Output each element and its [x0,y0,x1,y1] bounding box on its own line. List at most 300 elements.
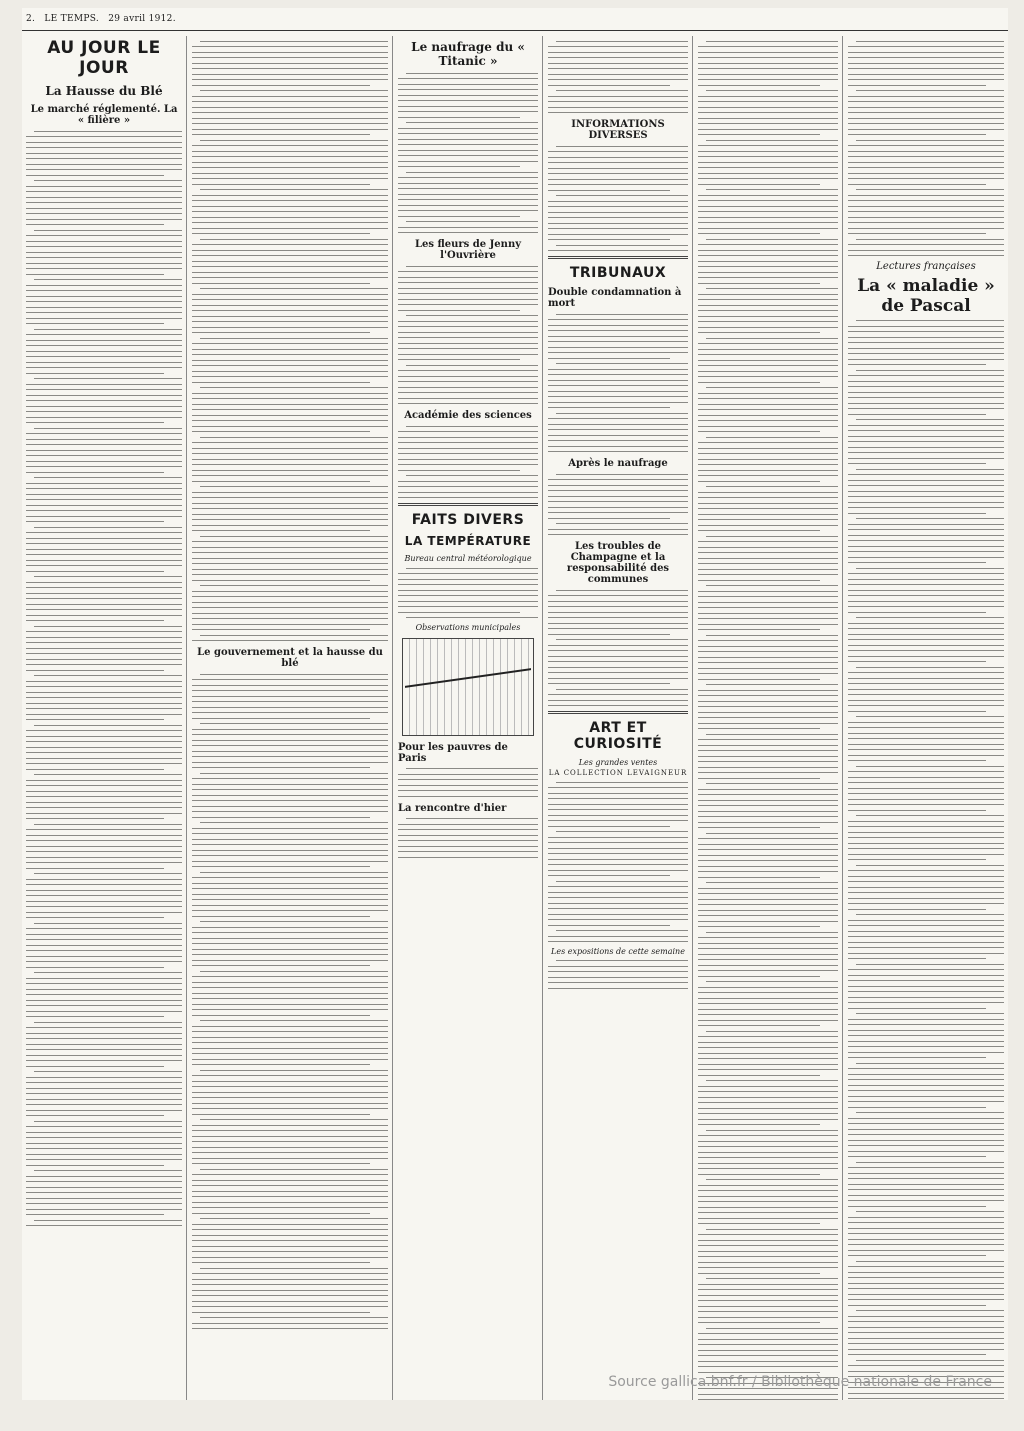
text-line [406,315,538,316]
text-line [848,1354,986,1355]
text-line [200,437,388,438]
text-line [698,1267,838,1268]
text-line [192,696,388,697]
text-line [698,1047,838,1048]
text-line [848,920,1004,921]
text-line [698,739,838,740]
text-line [26,994,182,995]
text-line [848,1041,1004,1042]
text-line [26,1044,182,1045]
text-line [192,762,388,763]
text-line [698,745,838,746]
text-line [26,164,182,165]
text-line [698,1399,838,1400]
text-line [848,52,1004,53]
text-line [548,977,688,978]
text-line [698,393,838,394]
text-line [34,1170,182,1171]
text-line [398,835,538,836]
text-line [848,986,1004,987]
text-line [848,452,1004,453]
text-line [698,321,838,322]
text-line [848,936,1004,937]
text-line [26,989,182,990]
text-line [398,161,538,162]
text-line [848,1327,1004,1328]
text-line [26,670,164,671]
text-line [548,650,688,651]
text-line [698,1124,820,1125]
text-line [556,474,688,475]
text-line [698,272,838,273]
text-line [192,1042,388,1043]
text-line [192,607,388,608]
text-line [848,485,1004,486]
text-line [848,705,1004,706]
text-line [698,1141,838,1142]
text-line [698,1196,838,1197]
text-line [698,1174,820,1175]
text-line [200,486,388,487]
text-line [26,901,182,902]
text-line [26,791,182,792]
text-line [26,516,182,517]
text-line [26,912,182,913]
text-line [548,162,688,163]
text-line [26,224,164,225]
text-line [698,1102,838,1103]
text-line [398,486,538,487]
text-line [706,1328,838,1329]
text-line [698,959,838,960]
text-line [34,180,182,181]
text-line [192,817,370,818]
text-line [856,41,1004,42]
text-line [698,525,838,526]
text-line [26,1000,182,1001]
text-line [192,519,388,520]
text-line [848,1316,1004,1317]
text-line [698,365,838,366]
text-line [698,1190,838,1191]
text-line [698,305,838,306]
column-separator [542,36,543,1400]
text-line [398,579,538,580]
text-line [548,418,688,419]
text-line [848,1046,1004,1047]
text-line [200,635,388,636]
text-line [698,1234,838,1235]
text-line [192,184,370,185]
text-line [848,634,1004,635]
text-line [706,684,838,685]
text-line [34,675,182,676]
text-line [848,733,1004,734]
text-line [548,982,688,983]
text-line [706,1130,838,1131]
text-line [706,1229,838,1230]
text-line [26,532,182,533]
text-line [192,266,388,267]
text-line [698,475,838,476]
text-line [698,360,838,361]
text-line [26,263,182,264]
text-line [398,139,538,140]
text-line [398,277,538,278]
text-line [26,142,182,143]
text-line [398,210,538,211]
text-line [548,507,688,508]
text-line [26,307,182,308]
text-line [848,1030,1004,1031]
text-line [848,777,1004,778]
text-line [192,365,388,366]
text-line [856,90,1004,91]
text-line [192,382,370,383]
text-line [192,376,388,377]
text-line [698,591,838,592]
text-line [200,921,388,922]
text-line [848,903,1004,904]
text-line [398,194,538,195]
text-line [26,846,182,847]
text-line [698,151,838,152]
text-line [848,162,1004,163]
text-line [698,657,838,658]
text-line [192,167,388,168]
text-line [548,223,688,224]
text-line [848,1123,1004,1124]
text-line [398,464,538,465]
text-line [548,74,688,75]
text-line [398,354,538,355]
text-line [192,800,388,801]
text-line [406,122,538,123]
text-line [398,584,538,585]
pauvres-head: Pour les pauvres de Paris [398,741,508,764]
text-line [26,1011,182,1012]
text-line [698,503,838,504]
text-line [698,233,820,234]
text-line [192,905,388,906]
column-2 [192,36,388,1400]
text-line [548,826,670,827]
text-line [26,950,182,951]
text-line [548,661,688,662]
text-line [548,217,688,218]
text-line [698,1168,838,1169]
text-line [26,1110,182,1111]
text-line [192,998,388,999]
text-line [698,79,838,80]
text-line [26,274,164,275]
text-line [26,1148,182,1149]
text-line [848,441,1004,442]
text-line [848,211,1004,212]
text-line [698,987,838,988]
text-line [848,1321,1004,1322]
text-line [848,326,1004,327]
text-line [192,1185,388,1186]
text-line [192,1108,388,1109]
text-line [398,282,538,283]
text-line [698,1069,838,1070]
text-line [698,1366,838,1367]
text-line [406,266,538,267]
text-line [548,250,688,251]
text-line [192,206,388,207]
text-line [698,673,838,674]
text-line [34,824,182,825]
text-line [848,375,1004,376]
issue-date: 29 avril 1912. [108,14,176,24]
text-line [848,359,1004,360]
text-line [192,1257,388,1258]
text-line [848,1145,1004,1146]
text-line [192,899,388,900]
text-line [398,133,538,134]
text-line [848,738,1004,739]
text-line [26,235,182,236]
text-line [26,538,182,539]
text-line [548,606,688,607]
text-line [848,1288,1004,1289]
text-line [706,1080,838,1081]
text-line [848,1057,986,1058]
text-line [848,1068,1004,1069]
text-line [192,112,388,113]
text-line [26,191,182,192]
text-line [406,768,538,769]
text-line [848,909,986,910]
text-line [26,653,182,654]
text-line [26,549,182,550]
text-line [848,810,986,811]
text-line [698,1223,820,1224]
text-line [26,1066,164,1067]
text-line [26,1132,182,1133]
text-line [698,52,838,53]
text-line [192,943,388,944]
text-line [848,233,986,234]
text-line [848,678,1004,679]
text-line [856,140,1004,141]
text-line [192,960,388,961]
text-line [398,128,538,129]
text-line [848,513,986,514]
text-line [698,415,838,416]
text-line [192,1158,388,1159]
text-line [192,685,388,686]
text-line [856,469,1004,470]
text-line [34,527,182,528]
text-line [848,942,1004,943]
text-line [398,840,538,841]
text-line [848,244,1004,245]
academie-title: Académie des sciences [404,410,532,421]
text-line [398,150,538,151]
text-line [698,1284,838,1285]
text-line [548,623,688,624]
text-line [192,310,388,311]
text-line [548,798,688,799]
text-line [698,998,838,999]
text-line [698,794,838,795]
text-line [192,211,388,212]
text-line [26,1143,182,1144]
text-line [848,96,1004,97]
text-line [26,945,182,946]
text-line [698,1394,838,1395]
text-line [698,481,820,482]
barometer-chart [402,638,534,736]
text-line [192,932,388,933]
text-line [848,551,1004,552]
text-line [848,854,1004,855]
text-line [26,296,182,297]
text-line [26,1093,182,1094]
text-line [34,279,182,280]
text-line [548,914,688,915]
text-line [26,554,182,555]
text-line [548,903,688,904]
text-line [698,431,820,432]
text-line [398,590,538,591]
article-text [26,131,182,1227]
text-line [848,1035,1004,1036]
text-line [848,217,1004,218]
text-line [848,1222,1004,1223]
text-line [192,1037,388,1038]
text-line [192,1031,388,1032]
text-line [706,486,838,487]
article-text [548,314,688,453]
text-line [192,751,388,752]
text-line [848,1244,1004,1245]
text-line [848,458,1004,459]
text-line [406,568,538,569]
text-line [192,1235,388,1236]
text-line [548,79,688,80]
text-line [192,883,388,884]
text-line [698,750,838,751]
text-line [848,694,1004,695]
text-line [856,865,1004,866]
text-line [698,530,820,531]
text-line [26,345,182,346]
text-line [698,1262,838,1263]
text-line [548,96,688,97]
text-line [698,266,838,267]
text-line [848,474,1004,475]
text-line [26,483,182,484]
text-line [548,429,688,430]
text-line [192,514,388,515]
text-line [26,389,182,390]
text-line [698,1097,838,1098]
text-line [706,734,838,735]
text-line [192,442,388,443]
text-line [192,756,388,757]
text-line [192,228,388,229]
text-line [848,1189,1004,1190]
text-line [192,558,388,559]
text-line [548,645,688,646]
text-line [698,844,838,845]
text-line [848,870,1004,871]
text-line [26,879,182,880]
text-line [848,975,1004,976]
text-line [398,232,538,233]
text-line [192,1114,370,1115]
naufrage-head: Après le naufrage [568,458,668,469]
text-line [698,662,838,663]
text-line [848,79,1004,80]
text-line [398,846,538,847]
text-line [548,617,688,618]
text-line [548,336,688,337]
text-line [698,1053,838,1054]
text-line [398,205,538,206]
text-line [848,612,986,613]
text-line [548,886,688,887]
text-line [192,839,388,840]
text-line [698,101,838,102]
text-line [848,1074,1004,1075]
titanic-title: Le naufrage du « Titanic » [411,40,525,68]
text-line [706,1031,838,1032]
text-line [548,529,688,530]
text-line [192,811,388,812]
text-line [26,340,182,341]
text-line [34,873,182,874]
text-line [848,804,1004,805]
text-line [192,1147,388,1148]
text-line [698,690,838,691]
text-line [548,628,688,629]
text-line [848,958,986,959]
text-line [192,1202,388,1203]
text-line [200,1268,388,1269]
text-line [398,117,520,118]
text-line [856,617,1004,618]
text-line [26,807,182,808]
text-line [698,492,838,493]
text-line [548,815,688,816]
text-line [398,403,538,404]
text-line [698,904,838,905]
article-text [192,674,388,1330]
text-line [192,316,388,317]
text-line [698,602,838,603]
text-line [26,1154,182,1155]
text-line [26,692,182,693]
text-line [26,939,182,940]
text-line [848,1134,1004,1135]
article-text [548,782,688,943]
text-line [192,371,388,372]
text-line [548,369,688,370]
text-line [26,1159,182,1160]
text-line [698,976,820,977]
text-line [26,780,182,781]
text-line [192,178,388,179]
text-line [26,450,182,451]
text-line [848,661,986,662]
text-line [698,563,838,564]
text-line [848,1283,1004,1284]
text-line [26,747,182,748]
